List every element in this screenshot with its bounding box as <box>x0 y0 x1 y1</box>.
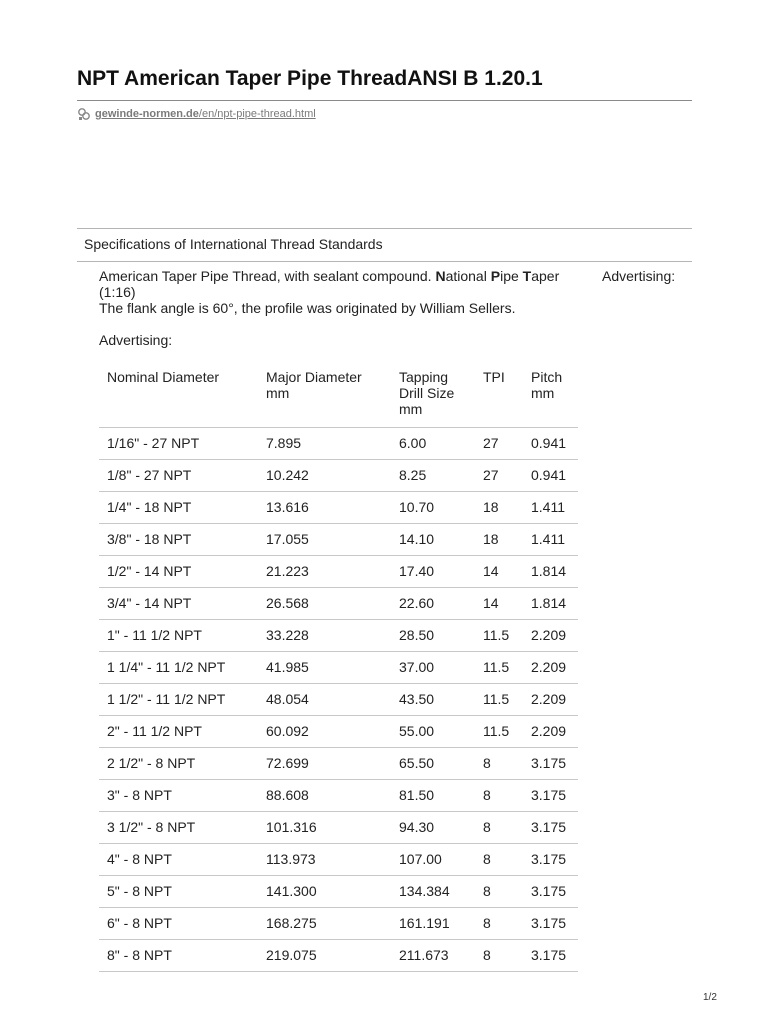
cell-major-diameter: 13.616 <box>258 492 391 524</box>
cell-pitch: 3.175 <box>523 812 578 844</box>
cell-nominal-diameter: 1/8" - 27 NPT <box>99 460 258 492</box>
intro-line2: The flank angle is 60°, the profile was originated by William Sellers. <box>99 300 516 316</box>
cell-major-diameter: 60.092 <box>258 716 391 748</box>
cell-tapping-drill-size: 8.25 <box>391 460 475 492</box>
cell-nominal-diameter: 3 1/2" - 8 NPT <box>99 812 258 844</box>
cell-pitch: 1.814 <box>523 588 578 620</box>
cell-pitch: 3.175 <box>523 908 578 940</box>
cell-nominal-diameter: 1 1/4" - 11 1/2 NPT <box>99 652 258 684</box>
cell-tapping-drill-size: 161.191 <box>391 908 475 940</box>
cell-major-diameter: 17.055 <box>258 524 391 556</box>
source-link[interactable] <box>95 107 316 121</box>
cell-pitch: 1.411 <box>523 524 578 556</box>
intro-n-rest: ational <box>445 268 491 284</box>
cell-tpi: 27 <box>475 428 523 460</box>
cell-nominal-diameter: 1" - 11 1/2 NPT <box>99 620 258 652</box>
table-row <box>99 588 578 620</box>
cell-nominal-diameter: 3/8" - 18 NPT <box>99 524 258 556</box>
cell-tpi: 8 <box>475 940 523 972</box>
header-major-diameter: Major Diameter mm <box>258 366 391 428</box>
advertising-label-left: Advertising: <box>99 332 173 348</box>
table-row <box>99 812 578 844</box>
cell-nominal-diameter: 6" - 8 NPT <box>99 908 258 940</box>
cell-tapping-drill-size: 28.50 <box>391 620 475 652</box>
cell-major-diameter: 168.275 <box>258 908 391 940</box>
cell-tapping-drill-size: 22.60 <box>391 588 475 620</box>
cell-pitch: 3.175 <box>523 844 578 876</box>
npt-thread-table <box>99 366 578 972</box>
cell-tapping-drill-size: 94.30 <box>391 812 475 844</box>
link-icon <box>77 107 91 121</box>
cell-major-diameter: 7.895 <box>258 428 391 460</box>
cell-major-diameter: 33.228 <box>258 620 391 652</box>
cell-pitch: 0.941 <box>523 428 578 460</box>
cell-tapping-drill-size: 107.00 <box>391 844 475 876</box>
cell-nominal-diameter: 8" - 8 NPT <box>99 940 258 972</box>
cell-major-diameter: 26.568 <box>258 588 391 620</box>
cell-pitch: 3.175 <box>523 780 578 812</box>
cell-tpi: 8 <box>475 908 523 940</box>
cell-tapping-drill-size: 43.50 <box>391 684 475 716</box>
cell-pitch: 3.175 <box>523 876 578 908</box>
table-row <box>99 940 578 972</box>
intro-t-rest: aper (1:16) <box>99 268 560 300</box>
cell-nominal-diameter: 4" - 8 NPT <box>99 844 258 876</box>
table-row <box>99 652 578 684</box>
table-row <box>99 908 578 940</box>
cell-major-diameter: 101.316 <box>258 812 391 844</box>
cell-nominal-diameter: 1/4" - 18 NPT <box>99 492 258 524</box>
intro-part1: American Taper Pipe Thread, with sealant compound. <box>99 268 436 284</box>
cell-tpi: 8 <box>475 844 523 876</box>
table-row <box>99 716 578 748</box>
cell-pitch: 1.411 <box>523 492 578 524</box>
source-domain: gewinde-normen.de <box>95 108 199 120</box>
source-path: /en/npt-pipe-thread.html <box>198 108 316 120</box>
cell-pitch: 1.814 <box>523 556 578 588</box>
cell-major-diameter: 141.300 <box>258 876 391 908</box>
intro-n-bold: N <box>435 268 446 284</box>
intro-p-bold: P <box>490 268 501 284</box>
intro-text <box>99 268 579 316</box>
cell-major-diameter: 41.985 <box>258 652 391 684</box>
cell-tapping-drill-size: 37.00 <box>391 652 475 684</box>
table-header-row <box>99 366 578 428</box>
cell-tpi: 11.5 <box>475 652 523 684</box>
cell-tpi: 8 <box>475 812 523 844</box>
cell-nominal-diameter: 3" - 8 NPT <box>99 780 258 812</box>
table-row <box>99 492 578 524</box>
cell-nominal-diameter: 3/4" - 14 NPT <box>99 588 258 620</box>
cell-major-diameter: 72.699 <box>258 748 391 780</box>
table-row <box>99 876 578 908</box>
table-row <box>99 748 578 780</box>
section-heading-box <box>77 228 692 262</box>
cell-tapping-drill-size: 14.10 <box>391 524 475 556</box>
cell-major-diameter: 113.973 <box>258 844 391 876</box>
cell-tpi: 11.5 <box>475 684 523 716</box>
table-row <box>99 428 578 460</box>
cell-major-diameter: 21.223 <box>258 556 391 588</box>
table-row <box>99 684 578 716</box>
cell-nominal-diameter: 1/16" - 27 NPT <box>99 428 258 460</box>
table-row <box>99 460 578 492</box>
cell-tapping-drill-size: 55.00 <box>391 716 475 748</box>
source-link-row <box>77 107 316 121</box>
cell-tapping-drill-size: 6.00 <box>391 428 475 460</box>
cell-tpi: 14 <box>475 556 523 588</box>
cell-tpi: 11.5 <box>475 620 523 652</box>
cell-pitch: 2.209 <box>523 620 578 652</box>
table-row <box>99 780 578 812</box>
cell-tpi: 8 <box>475 780 523 812</box>
table-row <box>99 524 578 556</box>
cell-major-diameter: 219.075 <box>258 940 391 972</box>
header-nominal-diameter: Nominal Diameter <box>99 366 258 428</box>
cell-major-diameter: 88.608 <box>258 780 391 812</box>
cell-pitch: 3.175 <box>523 940 578 972</box>
cell-nominal-diameter: 1/2" - 14 NPT <box>99 556 258 588</box>
cell-pitch: 2.209 <box>523 684 578 716</box>
table-body <box>99 428 578 972</box>
page-number: 1/2 <box>703 992 717 1003</box>
title-divider <box>77 100 692 101</box>
cell-tpi: 11.5 <box>475 716 523 748</box>
table-row <box>99 844 578 876</box>
cell-tapping-drill-size: 17.40 <box>391 556 475 588</box>
cell-tapping-drill-size: 81.50 <box>391 780 475 812</box>
cell-major-diameter: 10.242 <box>258 460 391 492</box>
cell-pitch: 3.175 <box>523 748 578 780</box>
cell-tapping-drill-size: 134.384 <box>391 876 475 908</box>
header-tapping-drill-size: Tapping Drill Size mm <box>391 366 475 428</box>
cell-tpi: 8 <box>475 748 523 780</box>
header-tpi: TPI <box>475 366 523 428</box>
cell-nominal-diameter: 1 1/2" - 11 1/2 NPT <box>99 684 258 716</box>
cell-tpi: 14 <box>475 588 523 620</box>
intro-t-bold: T <box>522 268 532 284</box>
section-heading: Specifications of International Thread Standards <box>84 236 383 252</box>
cell-major-diameter: 48.054 <box>258 684 391 716</box>
cell-pitch: 0.941 <box>523 460 578 492</box>
cell-nominal-diameter: 5" - 8 NPT <box>99 876 258 908</box>
page-title: NPT American Taper Pipe ThreadANSI B 1.20.1 <box>77 67 543 90</box>
cell-tpi: 18 <box>475 524 523 556</box>
cell-tapping-drill-size: 65.50 <box>391 748 475 780</box>
cell-pitch: 2.209 <box>523 652 578 684</box>
intro-p-rest: ipe <box>500 268 523 284</box>
cell-nominal-diameter: 2 1/2" - 8 NPT <box>99 748 258 780</box>
cell-tapping-drill-size: 211.673 <box>391 940 475 972</box>
cell-nominal-diameter: 2" - 11 1/2 NPT <box>99 716 258 748</box>
table-row <box>99 620 578 652</box>
cell-pitch: 2.209 <box>523 716 578 748</box>
table-row <box>99 556 578 588</box>
cell-tpi: 27 <box>475 460 523 492</box>
advertising-label-right: Advertising: <box>602 268 676 284</box>
cell-tapping-drill-size: 10.70 <box>391 492 475 524</box>
header-pitch: Pitch mm <box>523 366 578 428</box>
cell-tpi: 18 <box>475 492 523 524</box>
cell-tpi: 8 <box>475 876 523 908</box>
